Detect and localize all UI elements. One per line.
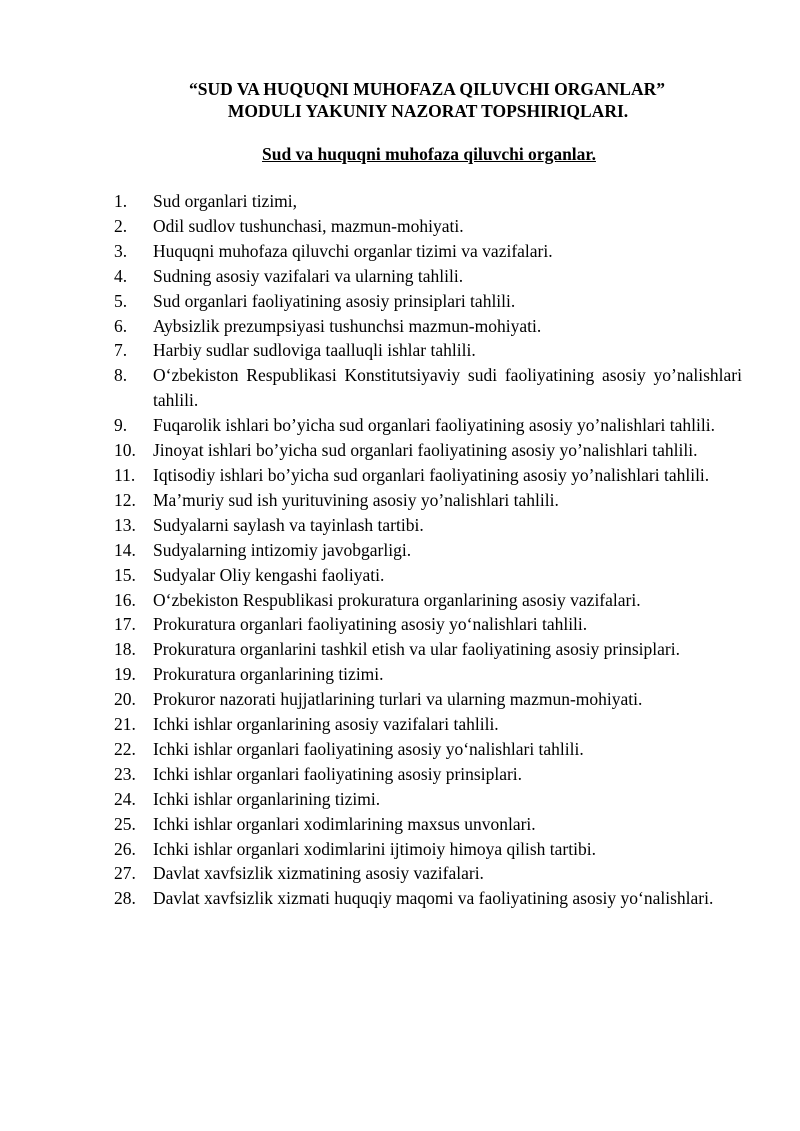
item-number: 18. — [114, 639, 136, 660]
document-subtitle: Sud va huquqni muhofaza qiluvchi organlar. — [262, 144, 596, 164]
item-number: 17. — [114, 614, 136, 635]
list-item — [0, 787, 742, 812]
list-item — [0, 239, 742, 264]
item-text: Odil sudlov tushunchasi, mazmun-mohiyati. — [153, 215, 464, 236]
list-item — [0, 637, 742, 662]
item-text: Sudyalarni saylash va tayinlash tartibi. — [153, 514, 424, 535]
item-text: Sudyalar Oliy kengashi faoliyati. — [153, 564, 385, 585]
list-item — [0, 463, 742, 488]
item-number: 22. — [114, 738, 136, 759]
document-title-line1: “SUD VA HUQUQNI MUHOFAZA QILUVCHI ORGANLAR” — [189, 79, 665, 99]
item-number: 21. — [114, 714, 136, 735]
list-item — [0, 712, 742, 737]
list-item — [0, 612, 742, 637]
list-item — [0, 488, 742, 513]
list-item — [0, 588, 742, 613]
item-text: Ichki ishlar organlari xodimlarini ijtimoiy himoya qilish tartibi. — [153, 838, 596, 859]
item-number: 28. — [114, 888, 136, 909]
item-number: 26. — [114, 838, 136, 859]
list-item — [0, 264, 742, 289]
list-item — [0, 762, 742, 787]
item-text: Ichki ishlar organlarining asosiy vazifalari tahlili. — [153, 714, 499, 735]
question-list — [0, 189, 800, 911]
list-item — [0, 687, 742, 712]
list-item — [0, 438, 742, 463]
item-text: O‘zbekiston Respublikasi Konstitutsiyaviy sudi faoliyatining asosiy yo’nalishlari tahlili. — [153, 365, 742, 411]
item-number: 24. — [114, 788, 136, 809]
item-number: 2. — [114, 215, 128, 236]
item-text: Davlat xavfsizlik xizmati huquqiy maqomi va faoliyatining asosiy yo‘nalishlari. — [153, 888, 714, 909]
item-number: 10. — [114, 440, 136, 461]
item-number: 5. — [114, 290, 128, 311]
list-item — [0, 214, 742, 239]
list-item — [0, 413, 742, 438]
item-text: Sud organlari faoliyatining asosiy prinsiplari tahlili. — [153, 290, 516, 311]
list-item — [0, 513, 742, 538]
item-text: Fuqarolik ishlari bo’yicha sud organlari faoliyatining asosiy yo’nalishlari tahlili. — [153, 415, 715, 436]
item-text: Prokuratura organlarining tizimi. — [153, 664, 384, 685]
item-text: Sud organlari tizimi, — [153, 191, 298, 211]
item-text: Davlat xavfsizlik xizmatining asosiy vazifalari. — [153, 863, 484, 884]
item-number: 1. — [114, 191, 128, 211]
list-item — [0, 363, 742, 413]
item-text: Sudyalarning intizomiy javobgarligi. — [153, 539, 412, 560]
item-text: Prokuratura organlari faoliyatining asosiy yo‘nalishlari tahlili. — [153, 614, 588, 635]
list-item — [0, 861, 742, 886]
item-number: 9. — [114, 415, 128, 436]
list-item — [0, 662, 742, 687]
item-number: 15. — [114, 564, 136, 585]
item-number: 6. — [114, 315, 128, 336]
document-title-line2: MODULI YAKUNIY NAZORAT TOPSHIRIQLARI. — [227, 101, 629, 121]
item-text: Jinoyat ishlari bo’yicha sud organlari faoliyatining asosiy yo’nalishlari tahlili. — [153, 440, 698, 461]
list-item — [0, 886, 742, 911]
item-text: Prokuror nazorati hujjatlarining turlari va ularning mazmun-mohiyati. — [153, 689, 643, 710]
item-text: Ichki ishlar organlari xodimlarining maxsus unvonlari. — [153, 813, 536, 834]
item-number: 23. — [114, 763, 136, 784]
item-text: Prokuratura organlarini tashkil etish va ular faoliyatining asosiy prinsiplari. — [153, 639, 680, 660]
item-number: 16. — [114, 589, 136, 610]
item-number: 7. — [114, 340, 128, 361]
item-text: Huquqni muhofaza qiluvchi organlar tizimi va vazifalari. — [153, 240, 553, 261]
list-item — [0, 189, 742, 214]
item-number: 3. — [114, 240, 128, 261]
item-text: Ichki ishlar organlari faoliyatining asosiy yo‘nalishlari tahlili. — [153, 738, 584, 759]
item-number: 8. — [114, 365, 128, 386]
item-text: Sudning asosiy vazifalari va ularning tahlili. — [153, 265, 464, 286]
list-item — [0, 812, 742, 837]
item-number: 14. — [114, 539, 136, 560]
item-number: 19. — [114, 664, 136, 685]
item-number: 27. — [114, 863, 136, 884]
list-item — [0, 737, 742, 762]
list-item — [0, 338, 742, 363]
item-number: 20. — [114, 689, 136, 710]
item-text: Iqtisodiy ishlari bo’yicha sud organlari faoliyatining asosiy yo’nalishlari tahlili. — [153, 464, 710, 485]
item-text: Aybsizlik prezumpsiyasi tushunchsi mazmun-mohiyati. — [153, 315, 542, 336]
item-text: Ma’muriy sud ish yurituvining asosiy yo’nalishlari tahlili. — [153, 489, 559, 510]
item-text: Ichki ishlar organlari faoliyatining asosiy prinsiplari. — [153, 763, 523, 784]
item-text: Harbiy sudlar sudloviga taalluqli ishlar tahlili. — [153, 340, 476, 361]
item-number: 4. — [114, 265, 128, 286]
item-number: 25. — [114, 813, 136, 834]
list-item — [0, 837, 742, 862]
list-item — [0, 563, 742, 588]
item-text: O‘zbekiston Respublikasi prokuratura organlarining asosiy vazifalari. — [153, 589, 641, 610]
item-text: Ichki ishlar organlarining tizimi. — [153, 788, 381, 809]
list-item — [0, 314, 742, 339]
list-item — [0, 538, 742, 563]
item-number: 12. — [114, 489, 136, 510]
item-number: 13. — [114, 514, 136, 535]
list-item — [0, 289, 742, 314]
item-number: 11. — [114, 464, 136, 485]
